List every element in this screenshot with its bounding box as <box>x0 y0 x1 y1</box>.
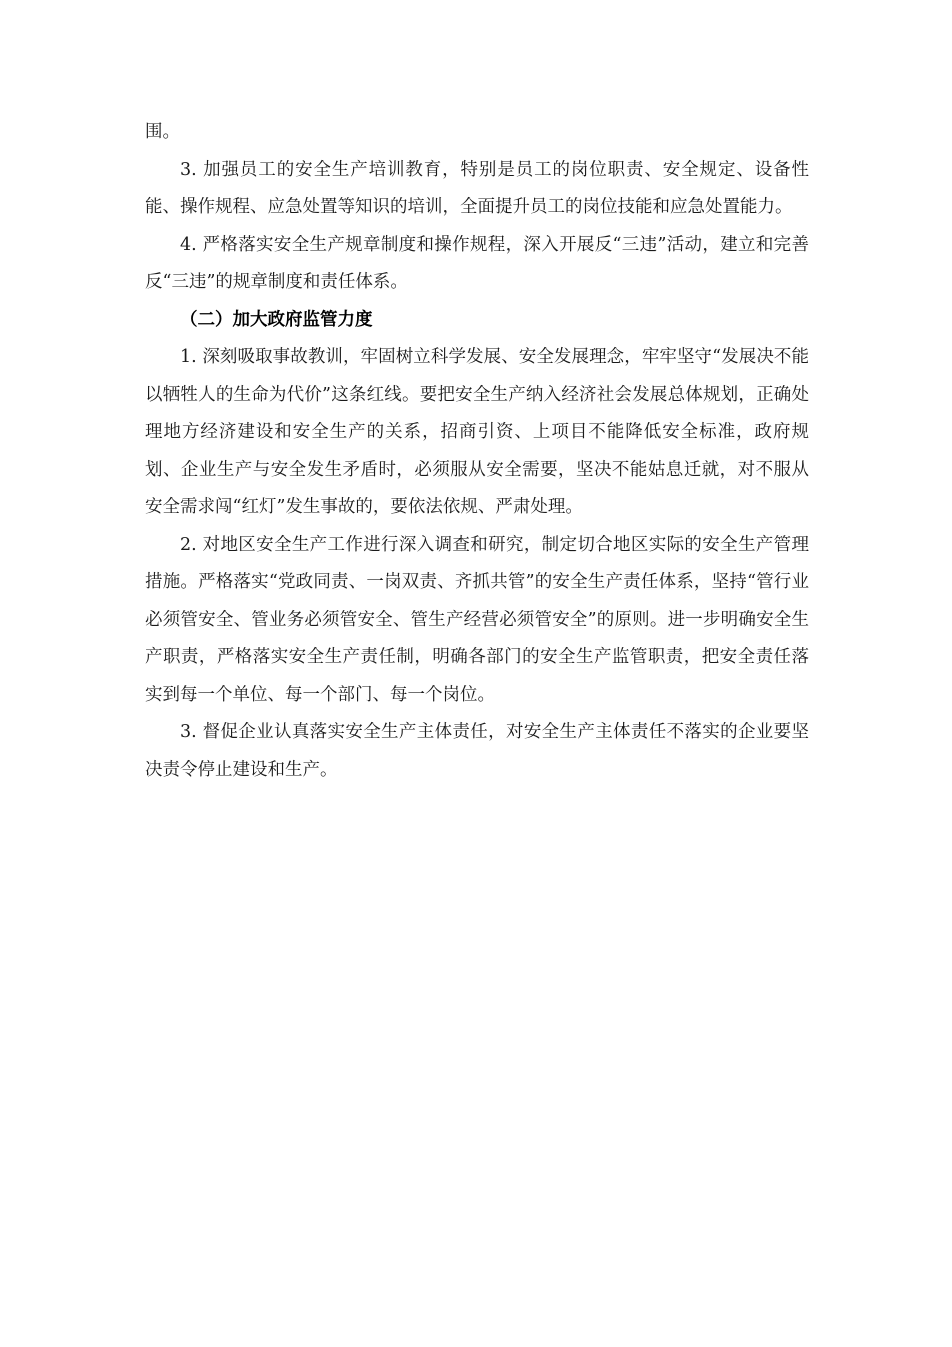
section-heading: （二）加大政府监管力度 <box>180 309 373 330</box>
paragraph-item-3-supervision: 3. 督促企业认真落实安全生产主体责任，对安全生产主体责任不落实的企业要坚决责令停止建设和生产。 <box>145 722 809 780</box>
paragraph-item-1-lessons: 1. 深刻吸取事故教训，牢固树立科学发展、安全发展理念，牢牢坚守“发展决不能以牺牲人的生命为代价”这条红线。要把安全生产纳入经济社会发展总体规划，正确处理地方经济建设和安全生产的关系，招商引资、上项目不能降低安全标准，政府规划、企业生产与安全发生矛盾时，必须服从安全需要，坚决不能姑息迁就，对不服从安全需求闯“红灯”发生事故的，要依法依规、严肃处理。 <box>145 347 809 517</box>
paragraph-item-4-regulations: 4. 严格落实安全生产规章制度和操作规程，深入开展反“三违”活动，建立和完善反“三违”的规章制度和责任体系。 <box>145 234 809 292</box>
document-body <box>145 114 809 789</box>
paragraph-item-2-investigation: 2. 对地区安全生产工作进行深入调查和研究，制定切合地区实际的安全生产管理措施。严格落实“党政同责、一岗双责、齐抓共管”的安全生产责任体系，坚持“管行业必须管安全、管业务必须管安全、管生产经营必须管安全”的原则。进一步明确安全生产职责，严格落实安全生产责任制，明确各部门的安全生产监管职责，把安全责任落实到每一个单位、每一个部门、每一个岗位。 <box>145 534 809 705</box>
paragraph-continuation: 围。 <box>145 122 180 142</box>
paragraph-item-3-training: 3. 加强员工的安全生产培训教育，特别是员工的岗位职责、安全规定、设备性能、操作规程、应急处置等知识的培训，全面提升员工的岗位技能和应急处置能力。 <box>145 159 809 217</box>
